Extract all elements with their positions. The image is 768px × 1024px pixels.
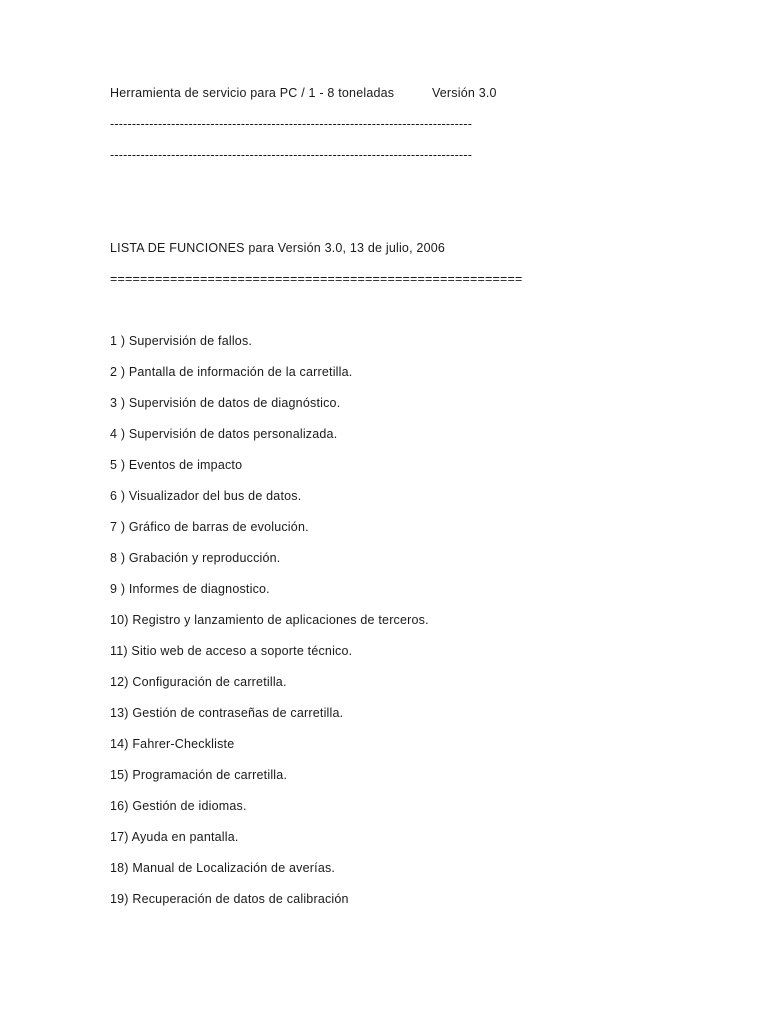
function-item: 8 ) Grabación y reproducción. xyxy=(110,551,281,565)
function-item: 7 ) Gráfico de barras de evolución. xyxy=(110,520,309,534)
document-title: Herramienta de servicio para PC / 1 - 8 toneladas xyxy=(110,86,395,100)
document-header xyxy=(110,86,497,100)
function-item: 9 ) Informes de diagnostico. xyxy=(110,582,270,596)
dash-separator-1: ----------------------------------------------------------------------------------- xyxy=(110,117,473,131)
function-item: 16) Gestión de idiomas. xyxy=(110,799,247,813)
function-item: 6 ) Visualizador del bus de datos. xyxy=(110,489,302,503)
function-list xyxy=(110,334,429,923)
function-item: 5 ) Eventos de impacto xyxy=(110,458,243,472)
equals-separator: ======================================================= xyxy=(110,272,523,286)
function-item: 2 ) Pantalla de información de la carretilla. xyxy=(110,365,353,379)
dash-separator-2: ----------------------------------------------------------------------------------- xyxy=(110,148,473,162)
function-item: 18) Manual de Localización de averías. xyxy=(110,861,336,875)
function-item: 19) Recuperación de datos de calibración xyxy=(110,892,349,906)
function-item: 4 ) Supervisión de datos personalizada. xyxy=(110,427,338,441)
function-item: 17) Ayuda en pantalla. xyxy=(110,830,239,844)
function-item: 12) Configuración de carretilla. xyxy=(110,675,287,689)
function-list-title: LISTA DE FUNCIONES para Versión 3.0, 13 de julio, 2006 xyxy=(110,241,446,255)
function-item: 11) Sitio web de acceso a soporte técnico. xyxy=(110,644,353,658)
function-item: 1 ) Supervisión de fallos. xyxy=(110,334,253,348)
function-item: 15) Programación de carretilla. xyxy=(110,768,288,782)
function-item: 10) Registro y lanzamiento de aplicaciones de terceros. xyxy=(110,613,429,627)
function-item: 14) Fahrer-Checkliste xyxy=(110,737,235,751)
function-item: 3 ) Supervisión de datos de diagnóstico. xyxy=(110,396,341,410)
function-item: 13) Gestión de contraseñas de carretilla. xyxy=(110,706,344,720)
document-version: Versión 3.0 xyxy=(431,86,497,100)
